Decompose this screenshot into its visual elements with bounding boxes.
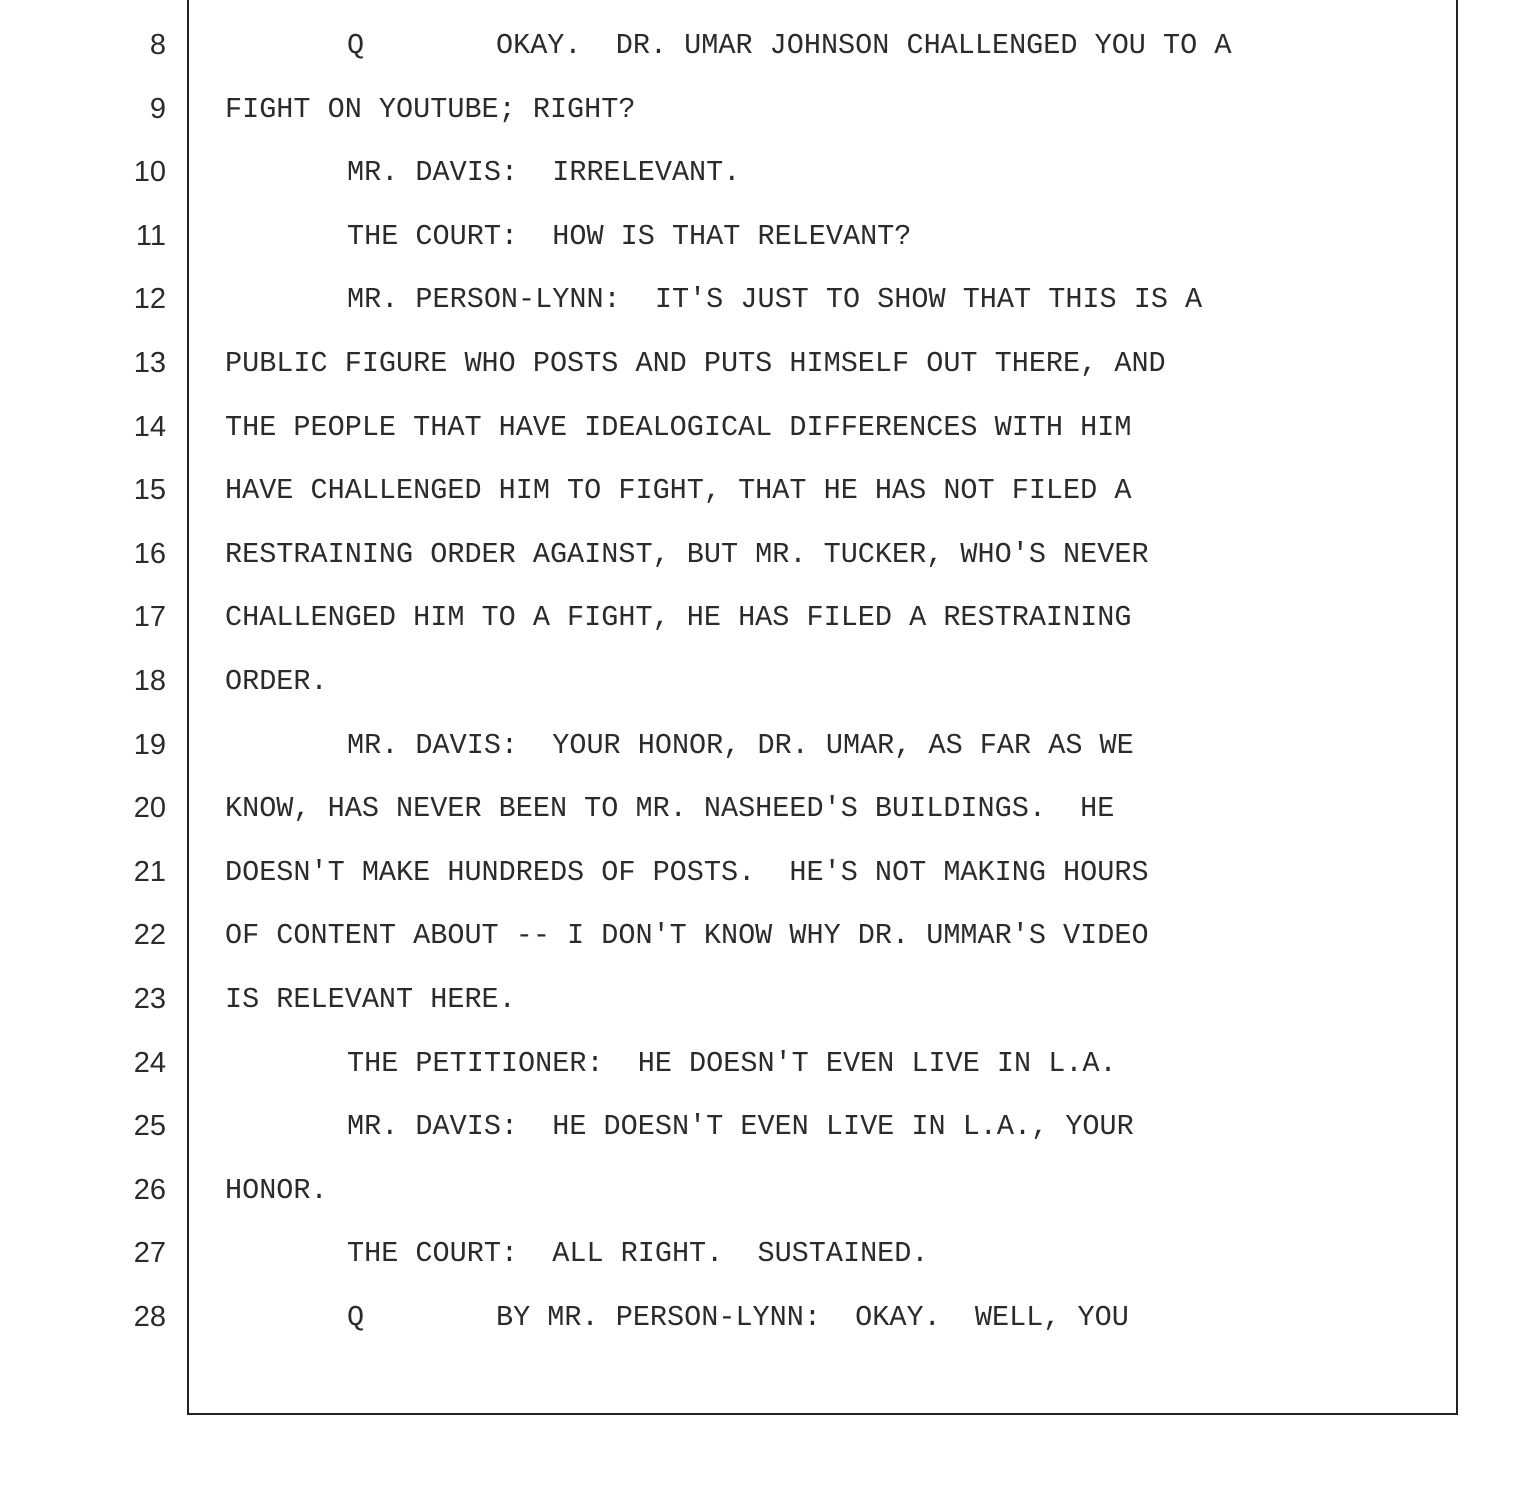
line-number: 14 — [133, 410, 166, 443]
transcript-line — [0, 777, 1534, 841]
transcript-line — [0, 968, 1534, 1032]
line-number: 9 — [149, 92, 166, 125]
question-marker: Q — [347, 1300, 365, 1334]
line-text: ORDER. — [225, 664, 328, 698]
line-number: 12 — [133, 283, 166, 316]
line-text: IS RELEVANT HERE. — [225, 982, 516, 1016]
line-text: THE COURT: HOW IS THAT RELEVANT? — [347, 219, 912, 253]
line-number: 27 — [133, 1237, 166, 1270]
transcript-line — [0, 1095, 1534, 1159]
line-text: MR. DAVIS: HE DOESN'T EVEN LIVE IN L.A., YOUR — [347, 1110, 1134, 1144]
transcript-line — [0, 1032, 1534, 1096]
transcript-line — [0, 586, 1534, 650]
question-text: BY MR. PERSON-LYNN: OKAY. WELL, YOU — [496, 1300, 1129, 1334]
line-text: FIGHT ON YOUTUBE; RIGHT? — [225, 92, 636, 126]
line-number: 15 — [133, 474, 166, 507]
transcript-line — [0, 714, 1534, 778]
transcript-line — [0, 268, 1534, 332]
transcript-line — [0, 904, 1534, 968]
line-text: THE PETITIONER: HE DOESN'T EVEN LIVE IN L.A. — [347, 1046, 1117, 1080]
line-text: PUBLIC FIGURE WHO POSTS AND PUTS HIMSELF OUT THERE, AND — [225, 346, 1166, 380]
transcript-line — [0, 78, 1534, 142]
line-text: KNOW, HAS NEVER BEEN TO MR. NASHEED'S BUILDINGS. HE — [225, 792, 1115, 826]
transcript-line — [0, 650, 1534, 714]
line-number: 24 — [133, 1046, 166, 1079]
line-number: 17 — [133, 601, 166, 634]
transcript-line — [0, 523, 1534, 587]
transcript-line — [0, 141, 1534, 205]
line-text: MR. DAVIS: IRRELEVANT. — [347, 156, 741, 190]
transcript-line — [0, 14, 1534, 78]
line-text: CHALLENGED HIM TO A FIGHT, HE HAS FILED A RESTRAINING — [225, 601, 1132, 635]
line-text: HONOR. — [225, 1173, 328, 1207]
line-text: DOESN'T MAKE HUNDREDS OF POSTS. HE'S NOT MAKING HOURS — [225, 855, 1149, 889]
line-text: THE COURT: ALL RIGHT. SUSTAINED. — [347, 1237, 929, 1271]
line-text: MR. DAVIS: YOUR HONOR, DR. UMAR, AS FAR AS WE — [347, 728, 1134, 762]
transcript-line — [0, 459, 1534, 523]
transcript-line — [0, 1286, 1534, 1350]
line-text: MR. PERSON-LYNN: IT'S JUST TO SHOW THAT THIS IS A — [347, 283, 1203, 317]
line-text — [347, 14, 1231, 78]
line-number: 23 — [133, 982, 166, 1015]
line-number: 16 — [133, 537, 166, 570]
transcript-line — [0, 205, 1534, 269]
transcript-line — [0, 396, 1534, 460]
transcript-line — [0, 332, 1534, 396]
line-text: OF CONTENT ABOUT -- I DON'T KNOW WHY DR. UMMAR'S VIDEO — [225, 919, 1149, 953]
line-number: 10 — [133, 156, 166, 189]
line-number: 22 — [133, 919, 166, 952]
line-number: 25 — [133, 1110, 166, 1143]
transcript-line — [0, 1159, 1534, 1223]
line-number: 8 — [149, 29, 166, 61]
transcript-line — [0, 1222, 1534, 1286]
line-number: 18 — [133, 664, 166, 697]
line-number: 19 — [133, 728, 166, 761]
question-text: OKAY. DR. UMAR JOHNSON CHALLENGED YOU TO A — [496, 29, 1232, 62]
transcript-line — [0, 841, 1534, 905]
line-number: 13 — [133, 346, 166, 379]
line-text: THE PEOPLE THAT HAVE IDEALOGICAL DIFFERENCES WITH HIM — [225, 410, 1132, 444]
line-number: 21 — [133, 855, 166, 888]
line-number: 20 — [133, 792, 166, 825]
line-text — [347, 1286, 1129, 1350]
line-text: RESTRAINING ORDER AGAINST, BUT MR. TUCKER, WHO'S NEVER — [225, 537, 1149, 571]
line-number: 11 — [135, 219, 166, 252]
line-number: 28 — [133, 1300, 166, 1333]
transcript-lines — [0, 14, 1534, 1349]
question-marker: Q — [347, 29, 365, 62]
line-number: 26 — [133, 1173, 166, 1206]
line-text: HAVE CHALLENGED HIM TO FIGHT, THAT HE HAS NOT FILED A — [225, 474, 1132, 508]
